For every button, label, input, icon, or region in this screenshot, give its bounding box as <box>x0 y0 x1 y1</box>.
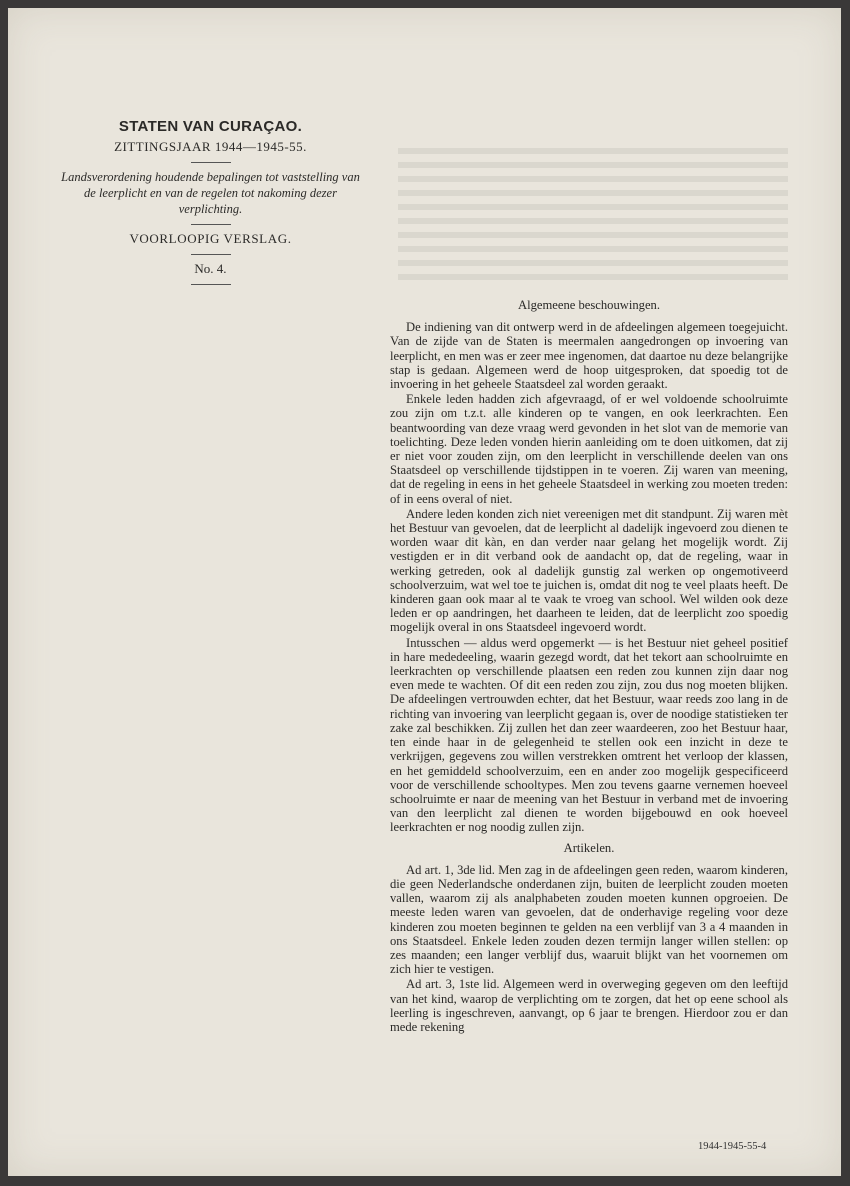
bleed-through-text <box>398 148 788 288</box>
report-body <box>390 298 788 1035</box>
document-page <box>8 8 841 1176</box>
paragraph: Andere leden konden zich niet vereenigen met dit standpunt. Zij waren mèt het Bestuur van gevoelen, dat de leerplicht al dadelijk ingevoerd zou dienen te worden waar dit kàn, en dan verder naar gelang het mogelijk wordt. Zij vestigden er in dit verband ook de aandacht op, dat de regeling, waar in werking getreden, ook al dadelijk gunstig zal werken op ongemotiveerd schoolverzuim, wat wel toe te juichen is, omdat dit nog te veel plaats heeft. De kinderen gaan ook maar al te vaak te vroeg van school. Wel wilden ook deze leden er op aandringen, het daarheen te leiden, dat de leerplicht zoo spoedig mogelijk overal in ons Staatsdeel ingevoerd wordt. <box>390 506 788 635</box>
document-number: No. 4. <box>194 261 227 276</box>
paragraph: De indiening van dit ontwerp werd in de afdeelingen algemeen toegejuicht. Van de zijde van de Staten is meermalen aangedrongen op invoering van leerplicht, en men was er zeer mee ingenomen, dat daartoe nu deze belangrijke stap is gedaan. Algemeen werd de hoop uitgesproken, dat spoedig tot de invoering in het geheele Staatsdeel zal worden geraakt. <box>390 320 788 392</box>
paragraph: Enkele leden hadden zich afgevraagd, of er wel voldoende schoolruimte zou zijn om t.z.t. alle kinderen op te vangen, en ook leerkrachten. Een beantwoording van deze vraag werd gevonden in het slot van de memorie van toelichting. Deze leden vonden hierin aanleiding om te doen uitkomen, dat zij er niet voor zouden zijn, om den leerplicht in verschillende deelen van ons Staatsdeel op verschillende tijdstippen in te voeren. Zij waren van meening, dat de regeling in eens in het geheele Staatsdeel in werking zou moeten treden: of in eens overal of niet. <box>390 392 788 506</box>
divider <box>191 224 231 225</box>
section-heading-articles: Artikelen. <box>563 840 615 855</box>
section-heading-general: Algemeene beschouwingen. <box>518 298 660 312</box>
divider <box>191 284 231 285</box>
divider <box>191 162 231 163</box>
document-header <box>58 118 363 291</box>
staten-title: STATEN VAN CURAÇAO. <box>118 118 303 135</box>
divider <box>191 254 231 255</box>
ordinance-title: Landsverordening houdende bepalingen tot vaststelling van de leerplicht en van de regelen tot nakoming dezer verplichting. <box>61 170 360 216</box>
session-year: ZITTINGSJAAR 1944—1945-55. <box>114 139 307 154</box>
document-code: 1944-1945-55-4 <box>698 1141 767 1152</box>
paragraph: Intusschen — aldus werd opgemerkt — is het Bestuur niet geheel positief in hare mededeeling, waarin gezegd wordt, dat het tekort aan schoolruimte en leerkrachten op verschillende plaatsen een reden zou kunnen zijn daar nog even mede te wachten. Of dit een reden zou zijn, zou dus nog moeten blijken. De afdeelingen vertrouwden echter, dat het Bestuur, waar reeds zoo lang in de richting van invoering van leerplicht gegaan is, over de noodige statistieken ter zake zal beschikken. Zij zullen het dan zeer waardeeren, zoo het Bestuur haar, ten einde haar in de gelegenheid te stellen ook een inzicht in deze te verkrijgen, gegevens zou willen verstrekken omtrent het verloop der klassen, en het gemiddeld schoolverzuim, een en ander zoo mogelijk gespecificeerd voor de verschillende schooltypes. Men zou tevens gaarne vernemen hoeveel schoolruimte er naar de meening van het Bestuur in verband met de invoering van den leerplicht zal dienen te worden bijgebouwd en ook hoeveel leerkrachten er nog noodig zullen zijn. <box>390 635 788 835</box>
report-title: VOORLOOPIG VERSLAG. <box>129 231 292 246</box>
paragraph: Ad art. 3, 1ste lid. Algemeen werd in overweging gegeven om den leeftijd van het kind, waarop de verplichting om te zorgen, dat het op eene school als leerling is ingeschreven, aanvangt, op 6 jaar te brengen. Hierdoor zou er dan mede rekening <box>390 977 788 1034</box>
paragraph: Ad art. 1, 3de lid. Men zag in de afdeelingen geen reden, waarom kinderen, die geen Nederlandsche onderdanen zijn, buiten de leerplicht zouden moeten vallen, waarom zij als analphabeten zouden moeten kunnen opgroeien. De meeste leden waren van gevoelen, dat de onderhavige regeling voor deze kinderen zou moeten beginnen te gelden na een verblijf van 3 a 4 maanden in ons Staatsdeel. Enkele leden zouden dezen termijn langer willen stellen: op zes maanden; een langer verblijf dus, waaruit blijkt van het voornemen om zich hier te vestigen. <box>390 862 788 977</box>
